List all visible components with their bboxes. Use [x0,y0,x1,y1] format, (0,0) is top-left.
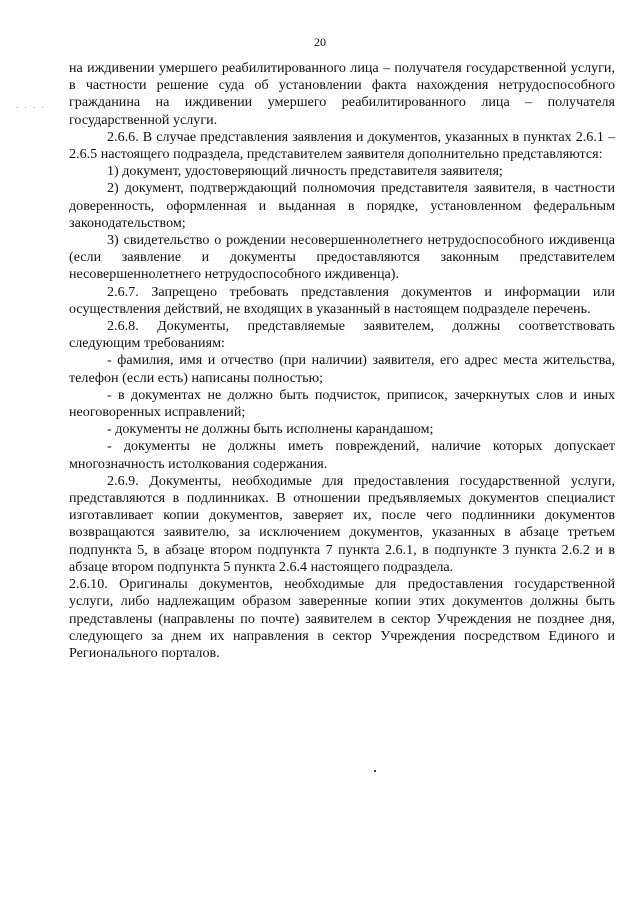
page-number: 20 [314,35,326,49]
paragraph-2-6-8: 2.6.8. Документы, представляемые заявителем, должны соответствовать следующим требованиям: [69,318,615,352]
requirement-item-4: - документы не должны иметь повреждений, наличие которых допускает многозначность истолкования содержания. [69,438,615,472]
scan-artifact: . . . . [16,100,46,110]
list-item-1: 1) документ, удостоверяющий личность представителя заявителя; [107,163,503,180]
paragraph-2-6-9: 2.6.9. Документы, необходимые для предоставления государственной услуги, представляются в подлинниках. В отношении предъявляемых документов специалист изготавливает копии документов, заверяет их, после чего подлинники документов возвращаются заявителю, за исключением документов, указанных в абзаце третьем подпункта 5, в абзаце втором подпункта 7 пункта 2.6.1, в подпункте 3 пункта 2.6.2 и в абзаце втором подпункта 5 пункта 2.6.4 настоящего подраздела. [69,472,615,575]
list-item-3: 3) свидетельство о рождении несовершеннолетнего нетрудоспособного иждивенца (если заявление и документы предоставляются законным представителем несовершеннолетнего нетрудоспособного иждивенца). [69,232,615,283]
paragraph-2-6-10: 2.6.10. Оригиналы документов, необходимые для предоставления государственной услуги, либо надлежащим образом заверенные копии этих документов должны быть представлены (направлены по почте) заявителем в сектор Учреждения не позднее дня, следующего за днем их направления в сектор Учреждения посредством Единого и Регионального порталов. [69,576,615,661]
requirement-item-2: - в документах не должно быть подчисток, приписок, зачеркнутых слов и иных неоговоренных исправлений; [69,386,615,421]
requirement-item-3: - документы не должны быть исполнены карандашом; [107,421,434,438]
paragraph-2-6-6: 2.6.6. В случае представления заявления и документов, указанных в пунктах 2.6.1 – 2.6.5 настоящего подраздела, представителем заявителя дополнительно представляются: [69,128,615,163]
document-body [69,60,615,662]
paragraph-2-6-7: 2.6.7. Запрещено требовать представления документов и информации или осуществления действий, не входящих в указанный в настоящем подразделе перечень. [69,283,615,317]
paragraph-continuation: на иждивении умершего реабилитированного лица – получателя государственной услуги, в частности решение суда об установлении факта нахождения нетрудоспособного гражданина на иждивении умершего реабилитированного лица – получателя государственной услуги. [69,60,615,128]
scan-speck [374,770,376,772]
requirement-item-1: - фамилия, имя и отчество (при наличии) заявителя, его адрес места жительства, телефон (если есть) написаны полностью; [69,352,615,386]
list-item-2: 2) документ, подтверждающий полномочия представителя заявителя, в частности доверенность, оформленная и выданная в порядке, установленном федеральным законодательством; [69,180,615,231]
